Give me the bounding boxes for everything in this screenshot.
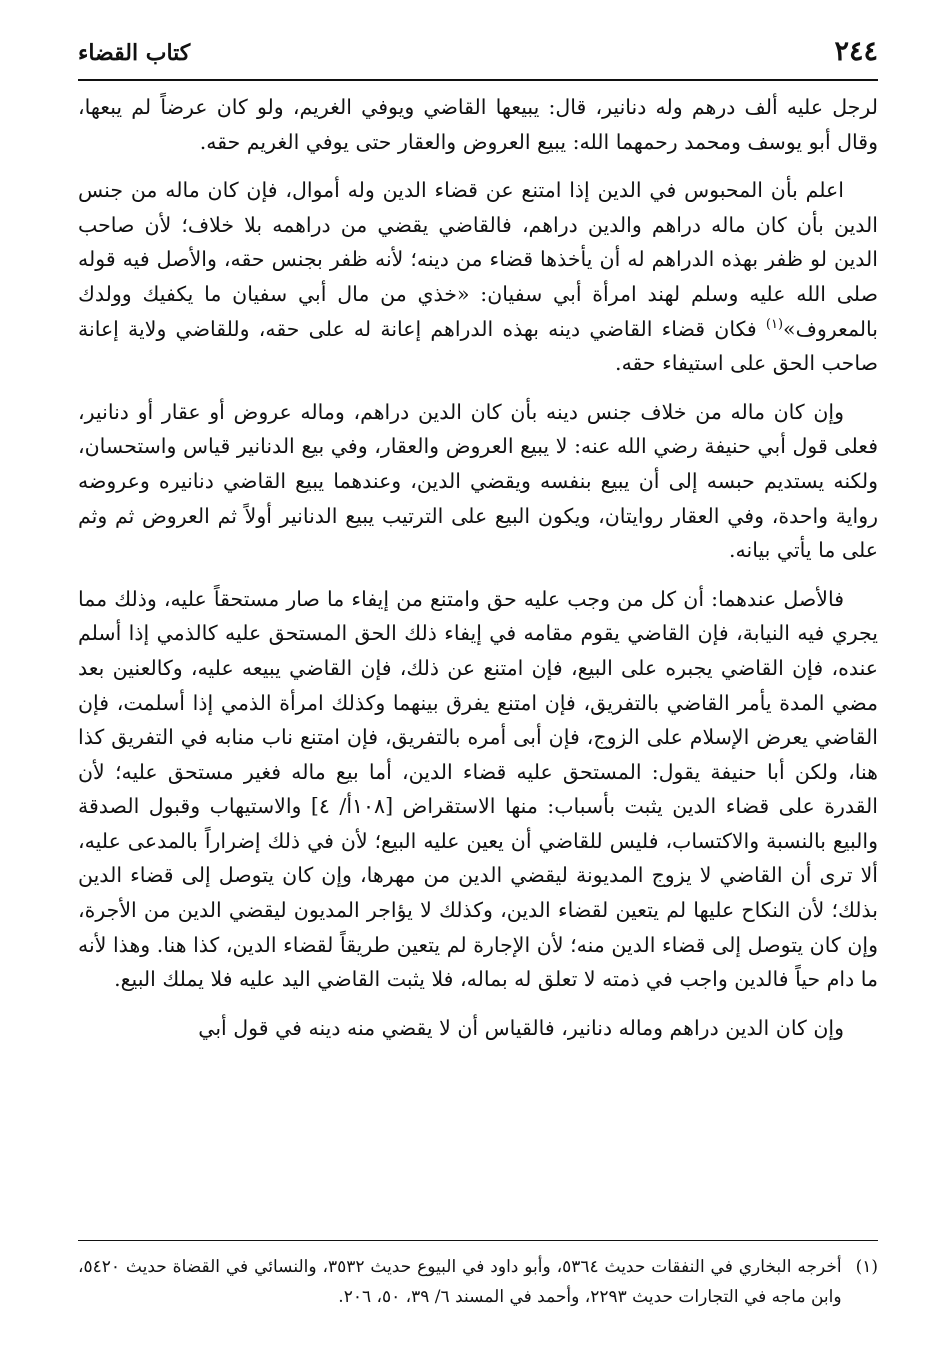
header-rule	[78, 79, 878, 81]
footnote-text: أخرجه البخاري في النفقات حديث ٥٣٦٤، وأبو داود في البيوع حديث ٣٥٣٢، والنسائي في القضاة حديث ٥٤٢٠، وابن ماجه في التجارات حديث ٢٢٩٣، وأحمد في المسند ٦/ ٣٩، ٥٠، ٢٠٦.	[78, 1257, 842, 1307]
main-text	[78, 90, 878, 1059]
running-title: كتاب القضاء	[78, 40, 191, 66]
paragraph-3: وإن كان ماله من خلاف جنس دينه بأن كان الدين دراهم، وماله عروض أو عقار أو دنانير، فعلى قول أبي حنيفة رضي الله عنه: لا يبيع العروض والعقار، وفي بيع الدنانير قياس واستحسان، ولكنه يستديم حبسه إلى أن يبيع بنفسه ويقضي الدين، وعندهما يبيع القاضي دنانيره وعروضه رواية واحدة، وفي العقار روايتان، ويكون البيع على الترتيب يبيع الدنانير أولاً ثم العروض ثم وثم على ما يأتي بيانه.	[78, 399, 878, 563]
footnote-marker: (١)	[765, 316, 784, 332]
paragraph-2	[78, 173, 878, 381]
paragraph-2-text: اعلم بأن المحبوس في الدين إذا امتنع عن قضاء الدين وله أموال، فإن كان ماله من جنس الدين بأن كان ماله دراهم والدين دراهم، فالقاضي يقضي من دراهمه بلا خلاف؛ لأن صاحب الدين لو ظفر بهذه الدراهم له أن يأخذها قضاء من دينه؛ لأنه ظفر بجنس حقه، والأصل فيه قوله صلى الله عليه وسلم لهند امرأة أبي سفيان: «خذي من مال أبي سفيان ما يكفيك وولدك بالمعروف»	[78, 178, 878, 341]
paragraph-5: وإن كان الدين دراهم وماله دنانير، فالقياس أن لا يقضي منه دينه في قول أبي	[198, 1015, 844, 1040]
footnotes	[78, 1252, 878, 1312]
paragraph-1: لرجل عليه ألف درهم وله دنانير، قال: يبيعها القاضي ويوفي الغريم، ولو كان عرضاً لم يبعها، وقال أبو يوسف ومحمد رحمهما الله: يبيع العروض والعقار حتى يوفي الغريم حقه.	[78, 95, 878, 154]
footnote-item	[78, 1252, 878, 1312]
footnote-rule	[78, 1240, 878, 1241]
paragraph-4: فالأصل عندهما: أن كل من وجب عليه حق وامتنع من إيفاء ما صار مستحقاً عليه، وذلك مما يجري فيه النيابة، فإن القاضي يقوم مقامه في إيفاء ذلك الحق المستحق عليه كالذمي إذا أسلم عنده، فإن القاضي يجبره على البيع، فإن امتنع عن ذلك، فإن القاضي يبيعه عليه، وكالعنين بعد مضي المدة يأمر القاضي بالتفريق، فإن امتنع يفرق بينهما وكذلك امرأة الذمي إذا أسلمت، فإن القاضي يعرض الإسلام على الزوج، فإن أبى أمره بالتفريق، فإن امتنع ناب منابه في التفريق كذا هنا، ولكن أبا حنيفة يقول: المستحق عليه قضاء الدين، أما بيع ماله فغير مستحق عليه؛ لأن القدرة على قضاء الدين يثبت بأسباب: منها الاستقراض [١٠٨أ/ ٤] والاستيهاب وقبول الصدقة والبيع بالنسبة والاكتساب، فليس للقاضي أن يعين عليه البيع؛ لأن في ذلك إضراراً بالمدعى عليه، ألا ترى أن القاضي لا يزوج المديونة ليقضي الدين من مهرها، وإن كان يتوصل إلى قضاء الدين بذلك؛ لأن النكاح عليها لم يتعين لقضاء الدين، وكذلك لا يؤاجر المديون ليقضي الدين من الأجرة، وإن كان يتوصل إلى قضاء الدين منه؛ لأن الإجارة لم يتعين طريقاً لقضاء الدين، كذا هنا. وهذا لأنه ما دام حياً فالدين واجب في ذمته لا تعلق له بماله، فلا يثبت القاضي اليد عليه فلا يملك البيع.	[78, 586, 878, 992]
paragraph-2-continuation: فكان قضاء القاضي دينه بهذه الدراهم إعانة له على حقه، وللقاضي ولاية إعانة صاحب الحق على استيفاء حقه.	[78, 316, 878, 376]
page-header	[78, 36, 878, 76]
book-page	[78, 22, 878, 1342]
page-number: ٢٤٤	[834, 36, 878, 67]
footnote-number: (١)	[855, 1257, 878, 1277]
